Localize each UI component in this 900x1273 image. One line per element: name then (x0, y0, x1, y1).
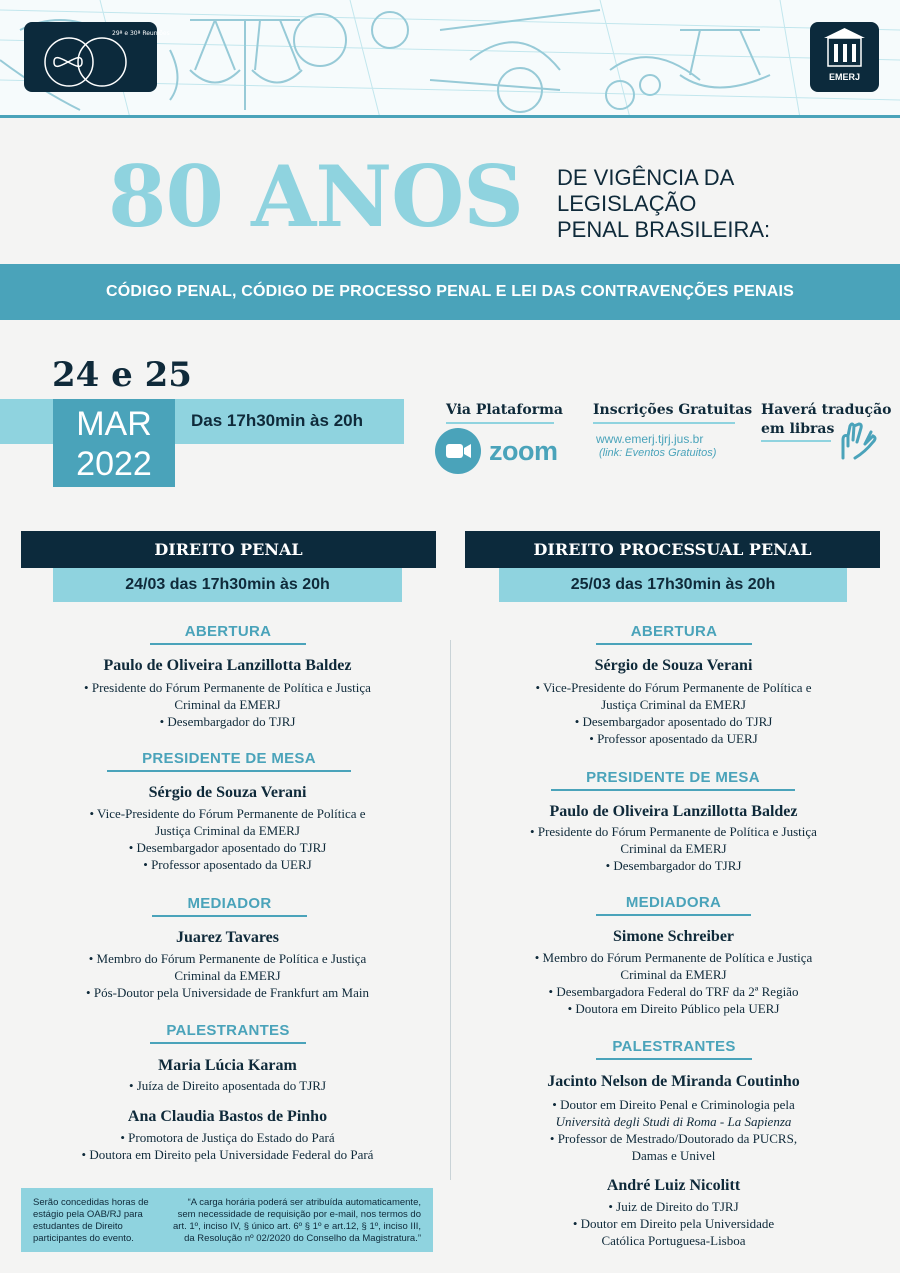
registration-site-link[interactable]: www.emerj.tjrj.jus.br (596, 432, 704, 446)
speaker-name: Paulo de Oliveira Lanzillotta Baldez (549, 803, 798, 820)
right-column-date: 25/03 das 17h30min às 20h (499, 568, 847, 602)
section-underline (596, 1058, 752, 1060)
credit-hours-note (21, 1188, 433, 1252)
title-subtitle (557, 165, 770, 243)
speaker-detail: • Doutora em Direito pela Universidade Federal do Pará (81, 1147, 374, 1162)
subtitle-line: PENAL BRASILEIRA: (557, 217, 771, 242)
speaker-detail: • Membro do Fórum Permanente de Política e Justiça (534, 950, 813, 965)
speaker-detail: • Juíza de Direito aposentada do TJRJ (128, 1078, 327, 1093)
speaker-name: Sérgio de Souza Verani (148, 784, 307, 801)
emerj-logo (810, 22, 879, 92)
event-month: MAR (76, 405, 152, 443)
speaker-name: Paulo de Oliveira Lanzillotta Baldez (103, 657, 352, 674)
left-column-date: 24/03 das 17h30min às 20h (53, 568, 402, 602)
speaker-name: Ana Claudia Bastos de Pinho (127, 1108, 328, 1125)
left-section-abertura (150, 623, 306, 640)
right-column-heading: DIREITO PROCESSUAL PENAL (465, 531, 880, 568)
section-underline (150, 643, 306, 645)
section-underline (152, 915, 307, 917)
left-column-heading: DIREITO PENAL (21, 531, 436, 568)
speaker-name: Juarez Tavares (176, 929, 279, 946)
codes-band: CÓDIGO PENAL, CÓDIGO DE PROCESSO PENAL E LEI DAS CONTRAVENÇÕES PENAIS (0, 264, 900, 320)
section-title: PALESTRANTES (166, 1022, 290, 1039)
speaker-detail: • Juiz de Direito do TJRJ (608, 1199, 739, 1214)
logo-left-text: 29ª e 30ª Reuniões (112, 30, 170, 37)
section-title: PALESTRANTES (612, 1038, 736, 1055)
month-year-box (53, 399, 175, 487)
speaker-detail: • Doutor em Direito Penal e Criminologia pela (552, 1097, 795, 1112)
section-title: PRESIDENTE DE MESA (586, 769, 760, 786)
speaker-name: Simone Schreiber (612, 928, 735, 945)
registration-site-note: (link: Eventos Gratuitos) (599, 447, 717, 459)
left-section-presidente (107, 750, 351, 767)
right-section-mediadora (596, 894, 751, 911)
speaker-detail: • Vice-Presidente do Fórum Permanente de Política e (89, 806, 366, 821)
speaker-detail: • Professor de Mestrado/Doutorado da PUCRS, (549, 1131, 798, 1146)
section-title: ABERTURA (630, 623, 718, 640)
event-year: 2022 (76, 445, 152, 483)
oab-note-line: participantes do evento. (33, 1233, 134, 1244)
speaker-name: André Luiz Nicolitt (606, 1177, 741, 1194)
speaker-detail: Justiça Criminal da EMERJ (155, 823, 300, 838)
subtitle-line: LEGISLAÇÃO (557, 191, 697, 216)
oab-note (33, 1197, 149, 1245)
speaker-detail: • Professor aposentado da UERJ (143, 857, 312, 872)
oab-note-line: estudantes de Direito (33, 1221, 123, 1232)
right-section-abertura (596, 623, 752, 640)
speaker-detail: • Promotora de Justiça do Estado do Pará (120, 1130, 335, 1145)
resolution-note (171, 1197, 421, 1245)
speaker-name: Jacinto Nelson de Miranda Coutinho (547, 1073, 800, 1090)
translation-label-line1: Haverá tradução (761, 402, 892, 418)
speaker-detail: • Membro do Fórum Permanente de Política e Justiça (88, 951, 367, 966)
speaker-detail: • Doutora em Direito Público pela UERJ (567, 1001, 780, 1016)
oab-note-line: Serão concedidas horas de (33, 1197, 149, 1208)
speaker-detail: • Desembargador do TJRJ (605, 858, 742, 873)
zoom-camera-icon (435, 428, 481, 474)
right-section-presidente (551, 769, 795, 786)
forum-logo (24, 22, 170, 92)
left-section-mediador (152, 895, 307, 912)
section-title: MEDIADOR (187, 895, 272, 912)
section-title: MEDIADORA (625, 894, 722, 911)
registration-label: Inscrições Gratuitas (593, 402, 753, 418)
registration-underline (593, 422, 735, 424)
section-underline (107, 770, 351, 772)
resolution-note-line: “A carga horária poderá ser atribuída automaticamente, (187, 1197, 421, 1208)
speaker-detail: • Desembargador do TJRJ (159, 714, 296, 729)
speaker-detail: Criminal da EMERJ (174, 968, 281, 983)
main-title-80-anos: 80 ANOS (108, 147, 523, 246)
speaker-name: Maria Lúcia Karam (158, 1057, 297, 1074)
resolution-note-line: art. 1º, inciso IV, § único art. 6º § 1º e art.12, § 1º, inciso III, (173, 1221, 421, 1232)
speaker-detail: • Desembargador aposentado do TJRJ (128, 840, 327, 855)
emerj-building-icon (810, 22, 879, 72)
sign-language-hands-icon (835, 418, 879, 462)
header-banner (0, 0, 900, 118)
translation-underline (761, 440, 831, 442)
right-section-palestrantes (596, 1038, 752, 1055)
resolution-note-line: sem necessidade de requisição por e-mail, nos termos do (177, 1209, 421, 1220)
platform-label: Via Plataforma (446, 402, 563, 418)
speaker-detail: Università degli Studi di Roma - La Sapienza (555, 1114, 792, 1129)
platform-underline (446, 422, 554, 424)
speaker-detail: • Desembargador aposentado do TJRJ (574, 714, 773, 729)
speaker-detail: • Presidente do Fórum Permanente de Política e Justiça (530, 824, 817, 839)
section-underline (150, 1042, 306, 1044)
speaker-detail: • Professor aposentado da UERJ (589, 731, 758, 746)
oab-note-line: estágio pela OAB/RJ para (33, 1209, 143, 1220)
speaker-detail: • Doutor em Direito pela Universidade (572, 1216, 775, 1231)
subtitle-line: DE VIGÊNCIA DA (557, 165, 735, 190)
section-title: PRESIDENTE DE MESA (142, 750, 316, 767)
event-hours: Das 17h30min às 20h (191, 411, 363, 430)
speaker-detail: Criminal da EMERJ (620, 967, 727, 982)
speaker-detail: Criminal da EMERJ (174, 697, 281, 712)
resolution-note-line: da Resolução nº 02/2020 do Conselho da Magistratura.” (184, 1233, 421, 1244)
speaker-name: Sérgio de Souza Verani (594, 657, 753, 674)
left-section-palestrantes (150, 1022, 306, 1039)
speaker-detail: • Presidente do Fórum Permanente de Política e Justiça (84, 680, 371, 695)
logo-right-text: EMERJ (828, 72, 860, 82)
event-days: 24 e 25 (52, 355, 192, 395)
section-underline (596, 643, 752, 645)
section-underline (551, 789, 795, 791)
speaker-detail: Damas e Univel (631, 1148, 716, 1163)
header-accent-bar (0, 115, 900, 118)
speaker-detail: Criminal da EMERJ (620, 841, 727, 856)
speaker-detail: • Vice-Presidente do Fórum Permanente de Política e (535, 680, 812, 695)
zoom-wordmark: zoom (489, 436, 558, 466)
speaker-detail: • Pós-Doutor pela Universidade de Frankfurt am Main (86, 985, 369, 1000)
speaker-detail: Católica Portuguesa-Lisboa (601, 1233, 746, 1248)
speaker-detail: Justiça Criminal da EMERJ (601, 697, 746, 712)
speaker-detail: • Desembargadora Federal do TRF da 2ª Região (548, 984, 799, 999)
section-underline (596, 914, 751, 916)
translation-label-line2: em libras (761, 421, 835, 437)
section-title: ABERTURA (184, 623, 272, 640)
